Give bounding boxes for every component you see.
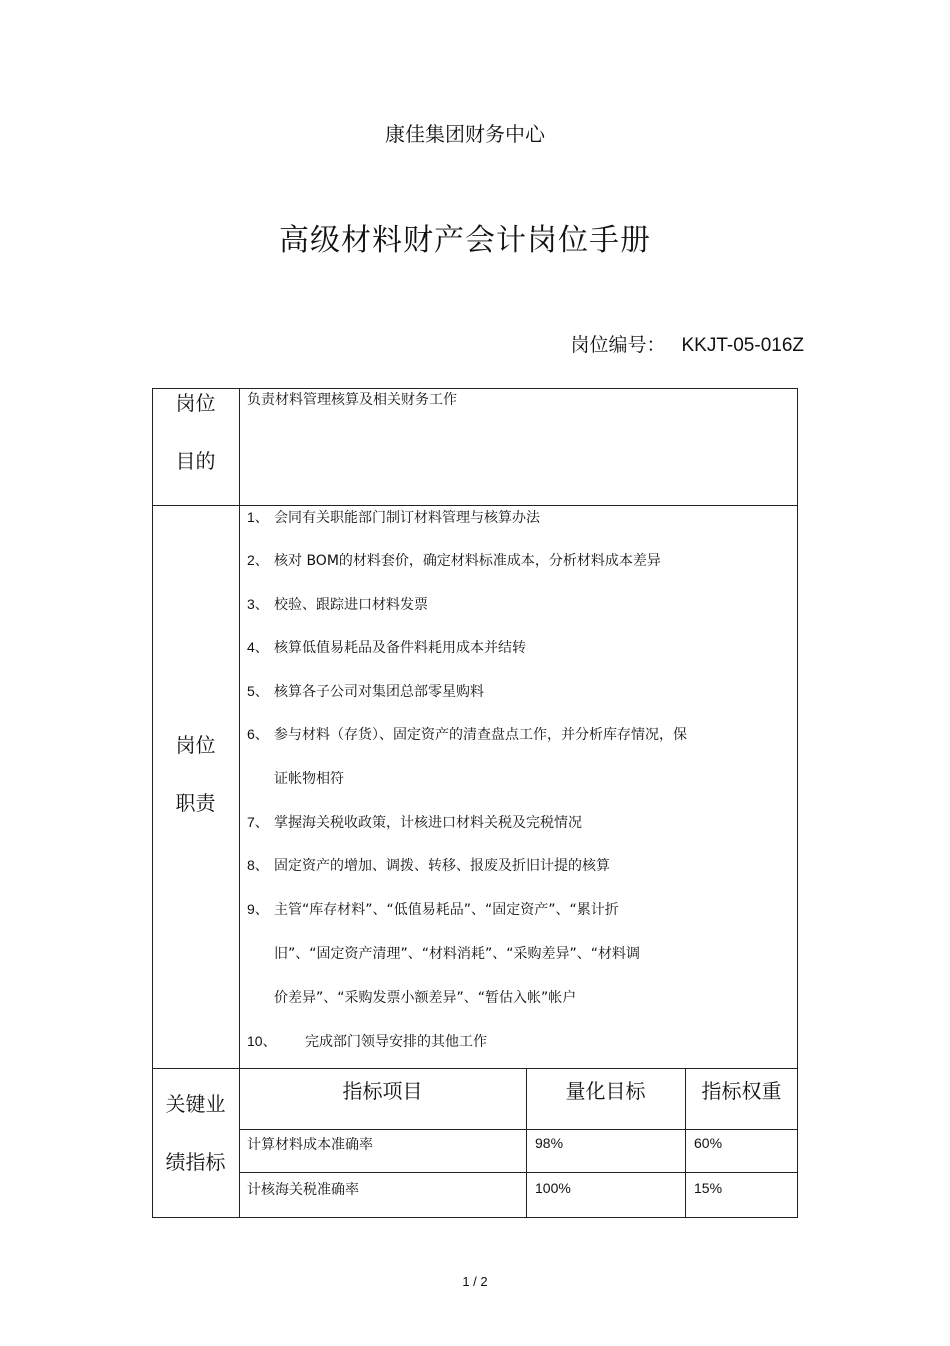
- duty-text: 证帐物相符: [274, 771, 344, 787]
- purpose-text: 负责材料管理核算及相关财务工作: [247, 392, 457, 408]
- purpose-label-line1: 岗位: [175, 391, 216, 415]
- kpi-row1-weight: 60%: [694, 1135, 723, 1151]
- table-divider-duties: [152, 1068, 798, 1069]
- duty-text: 核算低值易耗品及备件料耗用成本并结转: [274, 640, 526, 656]
- duty-text: 价差异”、“采购发票小额差异”、“暂估入帐”帐户: [274, 990, 577, 1006]
- duty-number: 10、: [247, 1033, 277, 1049]
- kpi-row2-weight: 15%: [694, 1180, 723, 1196]
- duty-text: 完成部门领导安排的其他工作: [305, 1034, 487, 1050]
- duty-line: [247, 855, 610, 875]
- kpi-label: [152, 1075, 239, 1191]
- kpi-divider-row1: [239, 1172, 798, 1173]
- duties-label: [152, 716, 239, 832]
- table-divider-purpose: [152, 505, 798, 506]
- duty-text: 会同有关职能部门制订材料管理与核算办法: [274, 510, 540, 526]
- kpi-divider-head: [239, 1129, 798, 1130]
- duty-line: [247, 987, 576, 1007]
- kpi-header-weight: 指标权重: [701, 1079, 782, 1103]
- duty-line: [247, 637, 526, 657]
- duty-text: 主管“库存材料”、“低值易耗品”、“固定资产”、“累计折: [274, 902, 619, 918]
- duty-line: [247, 724, 687, 744]
- duty-text: 固定资产的增加、调拨、转移、报废及折旧计提的核算: [274, 858, 610, 874]
- duty-text: 掌握海关税收政策，计核进口材料关税及完税情况: [274, 815, 582, 831]
- kpi-row1-item: 计算材料成本准确率: [247, 1137, 373, 1153]
- duty-text: 核算各子公司对集团总部零星购料: [274, 684, 484, 700]
- position-code-label: 岗位编号：: [570, 334, 666, 356]
- duty-line: [247, 899, 619, 919]
- page-number: 1 / 2: [462, 1274, 488, 1289]
- purpose-label-line2: 目的: [175, 449, 216, 473]
- duty-line: [247, 594, 428, 614]
- duty-number: 4、: [247, 639, 269, 655]
- duty-line: [247, 812, 582, 832]
- position-code-value: KKJT-05-016Z: [681, 335, 804, 356]
- duties-label-line2: 职责: [175, 791, 216, 815]
- duty-number: 5、: [247, 683, 269, 699]
- purpose-label: [152, 374, 239, 490]
- duty-line: [247, 943, 640, 963]
- document-title: 高级材料财产会计岗位手册: [279, 223, 651, 258]
- duty-number: 9、: [247, 901, 269, 917]
- position-code: [570, 330, 804, 357]
- duty-text: 旧”、“固定资产清理”、“材料消耗”、“采购差异”、“材料调: [274, 946, 641, 962]
- org-name: 康佳集团财务中心: [385, 122, 545, 146]
- kpi-label-line1: 关键业: [165, 1092, 226, 1116]
- duty-line: [247, 768, 344, 788]
- duty-text: 核对 BOM的材料套价，确定材料标准成本，分析材料成本差异: [274, 553, 661, 569]
- duty-text: 参与材料（存货）、固定资产的清查盘点工作，并分析库存情况，保: [274, 727, 687, 743]
- duty-number: 6、: [247, 726, 269, 742]
- duty-number: 8、: [247, 857, 269, 873]
- kpi-row1-target: 98%: [535, 1135, 564, 1151]
- duty-number: 3、: [247, 596, 269, 612]
- duty-line: [247, 550, 661, 570]
- kpi-row2-target: 100%: [535, 1180, 571, 1196]
- duty-number: 1、: [247, 509, 269, 525]
- duty-text: 校验、跟踪进口材料发票: [274, 597, 428, 613]
- kpi-header-target: 量化目标: [565, 1079, 646, 1103]
- duty-line: [247, 507, 540, 527]
- kpi-row2-item: 计核海关税准确率: [247, 1182, 359, 1198]
- duty-number: 2、: [247, 552, 269, 568]
- kpi-header-item: 指标项目: [342, 1079, 423, 1103]
- duty-number: 7、: [247, 814, 269, 830]
- duties-label-line1: 岗位: [175, 733, 216, 757]
- kpi-label-line2: 绩指标: [165, 1150, 226, 1174]
- duty-line: [247, 1031, 487, 1051]
- duty-line: [247, 681, 484, 701]
